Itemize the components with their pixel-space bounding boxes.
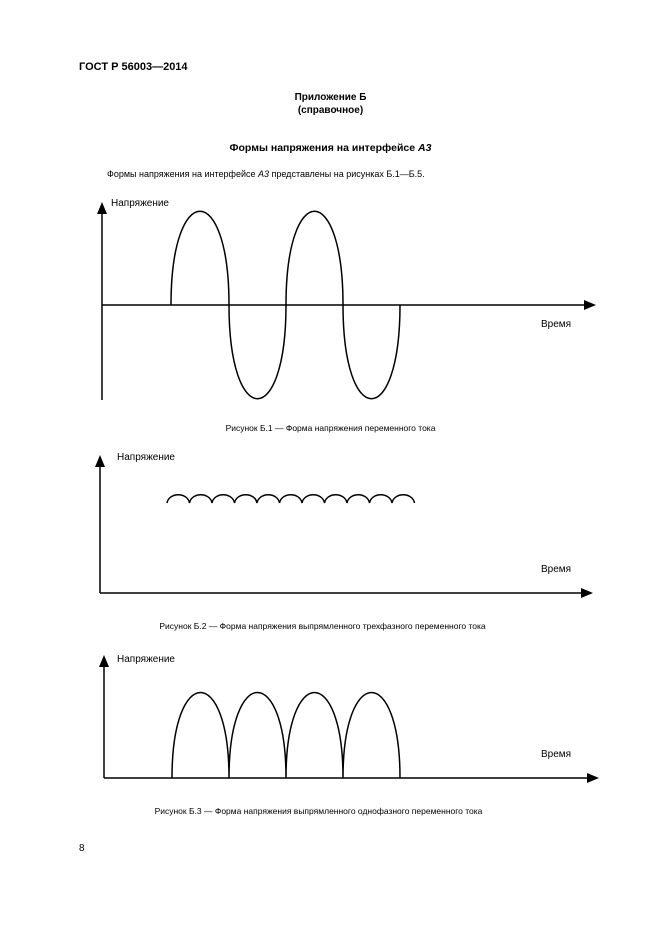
- figure-3-x-arrow-icon: [587, 773, 599, 783]
- section-title-code: А3: [418, 142, 432, 154]
- figure-2-y-label: Напряжение: [117, 452, 175, 463]
- figure-3-rectified-wave: [172, 693, 400, 779]
- figure-1-y-arrow-icon: [97, 202, 107, 214]
- figure-2-x-arrow-icon: [581, 588, 593, 598]
- section-title-text: Формы напряжения на интерфейсе: [229, 142, 418, 154]
- figure-1-caption: Рисунок Б.1 — Форма напряжения переменного тока: [225, 423, 436, 433]
- figure-1-x-arrow-icon: [584, 300, 596, 310]
- intro-code: А3: [257, 169, 269, 179]
- figure-2-ripple-wave: [167, 495, 415, 503]
- figure-3-caption: Рисунок Б.3 — Форма напряжения выпрямленного однофазного переменного тока: [154, 806, 483, 816]
- figure-2-y-arrow-icon: [95, 455, 105, 467]
- figure-3-x-label: Время: [541, 749, 572, 760]
- figure-2-x-label: Время: [541, 564, 572, 575]
- figure-2-caption: Рисунок Б.2 — Форма напряжения выпрямленного трехфазного переменного тока: [159, 621, 486, 631]
- annex-title: Приложение Б: [294, 92, 367, 103]
- intro-text-end: представлены на рисунках Б.1—Б.5.: [269, 169, 425, 179]
- document-code: ГОСТ Р 56003—2014: [79, 61, 188, 73]
- annex-subtitle: (справочное): [297, 105, 364, 116]
- figure-1-y-label: Напряжение: [111, 198, 169, 209]
- intro-text-start: Формы напряжения на интерфейсе: [107, 169, 258, 179]
- figure-3-y-arrow-icon: [99, 655, 109, 667]
- page-number: 8: [79, 843, 85, 854]
- figure-3-y-label: Напряжение: [117, 654, 175, 665]
- figure-1-x-label: Время: [541, 319, 572, 330]
